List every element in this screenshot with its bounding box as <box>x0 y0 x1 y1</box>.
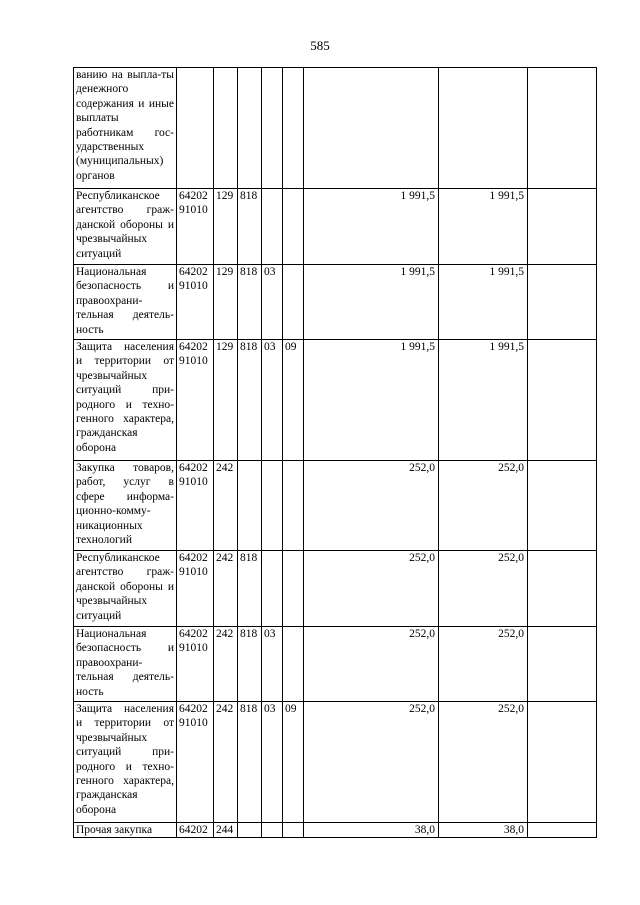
pr-code <box>283 189 304 265</box>
rz-code: 03 <box>262 265 283 340</box>
amount-extra <box>528 823 597 838</box>
amount-1: 38,0 <box>304 823 439 838</box>
csr-code: 64202 <box>177 823 214 838</box>
row-name: ванию на выпла-ты денежного содержания и иные выплаты работникам государственных (муниципальных) органов <box>74 68 177 189</box>
csr-code <box>177 68 214 189</box>
gr-code: 818 <box>238 340 262 461</box>
amount-extra <box>528 551 597 627</box>
csr-code: 64202 91010 <box>177 265 214 340</box>
csr-code: 64202 91010 <box>177 702 214 823</box>
table-row <box>74 823 597 838</box>
amount-2: 252,0 <box>439 551 528 627</box>
table-row <box>74 340 597 461</box>
pr-code <box>283 627 304 702</box>
vr-code: 242 <box>214 627 238 702</box>
table-row <box>74 189 597 265</box>
table-row <box>74 702 597 823</box>
amount-1: 252,0 <box>304 461 439 551</box>
csr-code: 64202 91010 <box>177 551 214 627</box>
amount-2: 1 991,5 <box>439 189 528 265</box>
amount-1: 1 991,5 <box>304 189 439 265</box>
gr-code <box>238 823 262 838</box>
table-row <box>74 461 597 551</box>
amount-1: 252,0 <box>304 702 439 823</box>
table-row <box>74 68 597 189</box>
pr-code <box>283 265 304 340</box>
amount-extra <box>528 627 597 702</box>
pr-code: 09 <box>283 340 304 461</box>
amount-extra <box>528 702 597 823</box>
row-name: Национальная безопасность и правоохранительная деятельность <box>74 265 177 340</box>
row-name: Национальная безопасность и правоохранительная деятельность <box>74 627 177 702</box>
rz-code <box>262 461 283 551</box>
gr-code: 818 <box>238 265 262 340</box>
csr-code: 64202 91010 <box>177 627 214 702</box>
amount-1 <box>304 68 439 189</box>
gr-code: 818 <box>238 189 262 265</box>
rz-code: 03 <box>262 340 283 461</box>
table-row <box>74 551 597 627</box>
amount-2: 1 991,5 <box>439 265 528 340</box>
amount-2: 1 991,5 <box>439 340 528 461</box>
row-name: Защита населения и территории от чрезвычайных ситуаций природного и техногенного характера, гражданская оборона <box>74 340 177 461</box>
vr-code: 244 <box>214 823 238 838</box>
amount-2 <box>439 68 528 189</box>
row-name: Закупка товаров, работ, услуг в сфере информационно-коммуникационных технологий <box>74 461 177 551</box>
vr-code <box>214 68 238 189</box>
row-name: Республиканское агентство гражданской обороны и чрезвычайных ситуаций <box>74 551 177 627</box>
amount-2: 252,0 <box>439 627 528 702</box>
amount-extra <box>528 68 597 189</box>
row-name: Защита населения и территории от чрезвычайных ситуаций природного и техногенного характера, гражданская оборона <box>74 702 177 823</box>
vr-code: 242 <box>214 551 238 627</box>
amount-extra <box>528 265 597 340</box>
rz-code <box>262 823 283 838</box>
rz-code: 03 <box>262 627 283 702</box>
budget-table <box>73 67 597 838</box>
amount-1: 252,0 <box>304 627 439 702</box>
gr-code <box>238 68 262 189</box>
row-name: Республиканское агентство гражданской обороны и чрезвычайных ситуаций <box>74 189 177 265</box>
vr-code: 129 <box>214 340 238 461</box>
rz-code <box>262 551 283 627</box>
amount-extra <box>528 189 597 265</box>
amount-2: 252,0 <box>439 702 528 823</box>
vr-code: 129 <box>214 265 238 340</box>
gr-code <box>238 461 262 551</box>
amount-extra <box>528 340 597 461</box>
gr-code: 818 <box>238 702 262 823</box>
gr-code: 818 <box>238 627 262 702</box>
rz-code: 03 <box>262 702 283 823</box>
vr-code: 129 <box>214 189 238 265</box>
amount-1: 252,0 <box>304 551 439 627</box>
table-row <box>74 627 597 702</box>
vr-code: 242 <box>214 461 238 551</box>
amount-2: 38,0 <box>439 823 528 838</box>
csr-code: 64202 91010 <box>177 340 214 461</box>
row-name: Прочая закупка <box>74 823 177 838</box>
page-number: 585 <box>310 38 330 53</box>
amount-1: 1 991,5 <box>304 265 439 340</box>
pr-code <box>283 823 304 838</box>
table-row <box>74 265 597 340</box>
csr-code: 64202 91010 <box>177 189 214 265</box>
pr-code <box>283 68 304 189</box>
gr-code: 818 <box>238 551 262 627</box>
pr-code: 09 <box>283 702 304 823</box>
amount-1: 1 991,5 <box>304 340 439 461</box>
rz-code <box>262 189 283 265</box>
pr-code <box>283 461 304 551</box>
rz-code <box>262 68 283 189</box>
amount-extra <box>528 461 597 551</box>
csr-code: 64202 91010 <box>177 461 214 551</box>
amount-2: 252,0 <box>439 461 528 551</box>
pr-code <box>283 551 304 627</box>
vr-code: 242 <box>214 702 238 823</box>
